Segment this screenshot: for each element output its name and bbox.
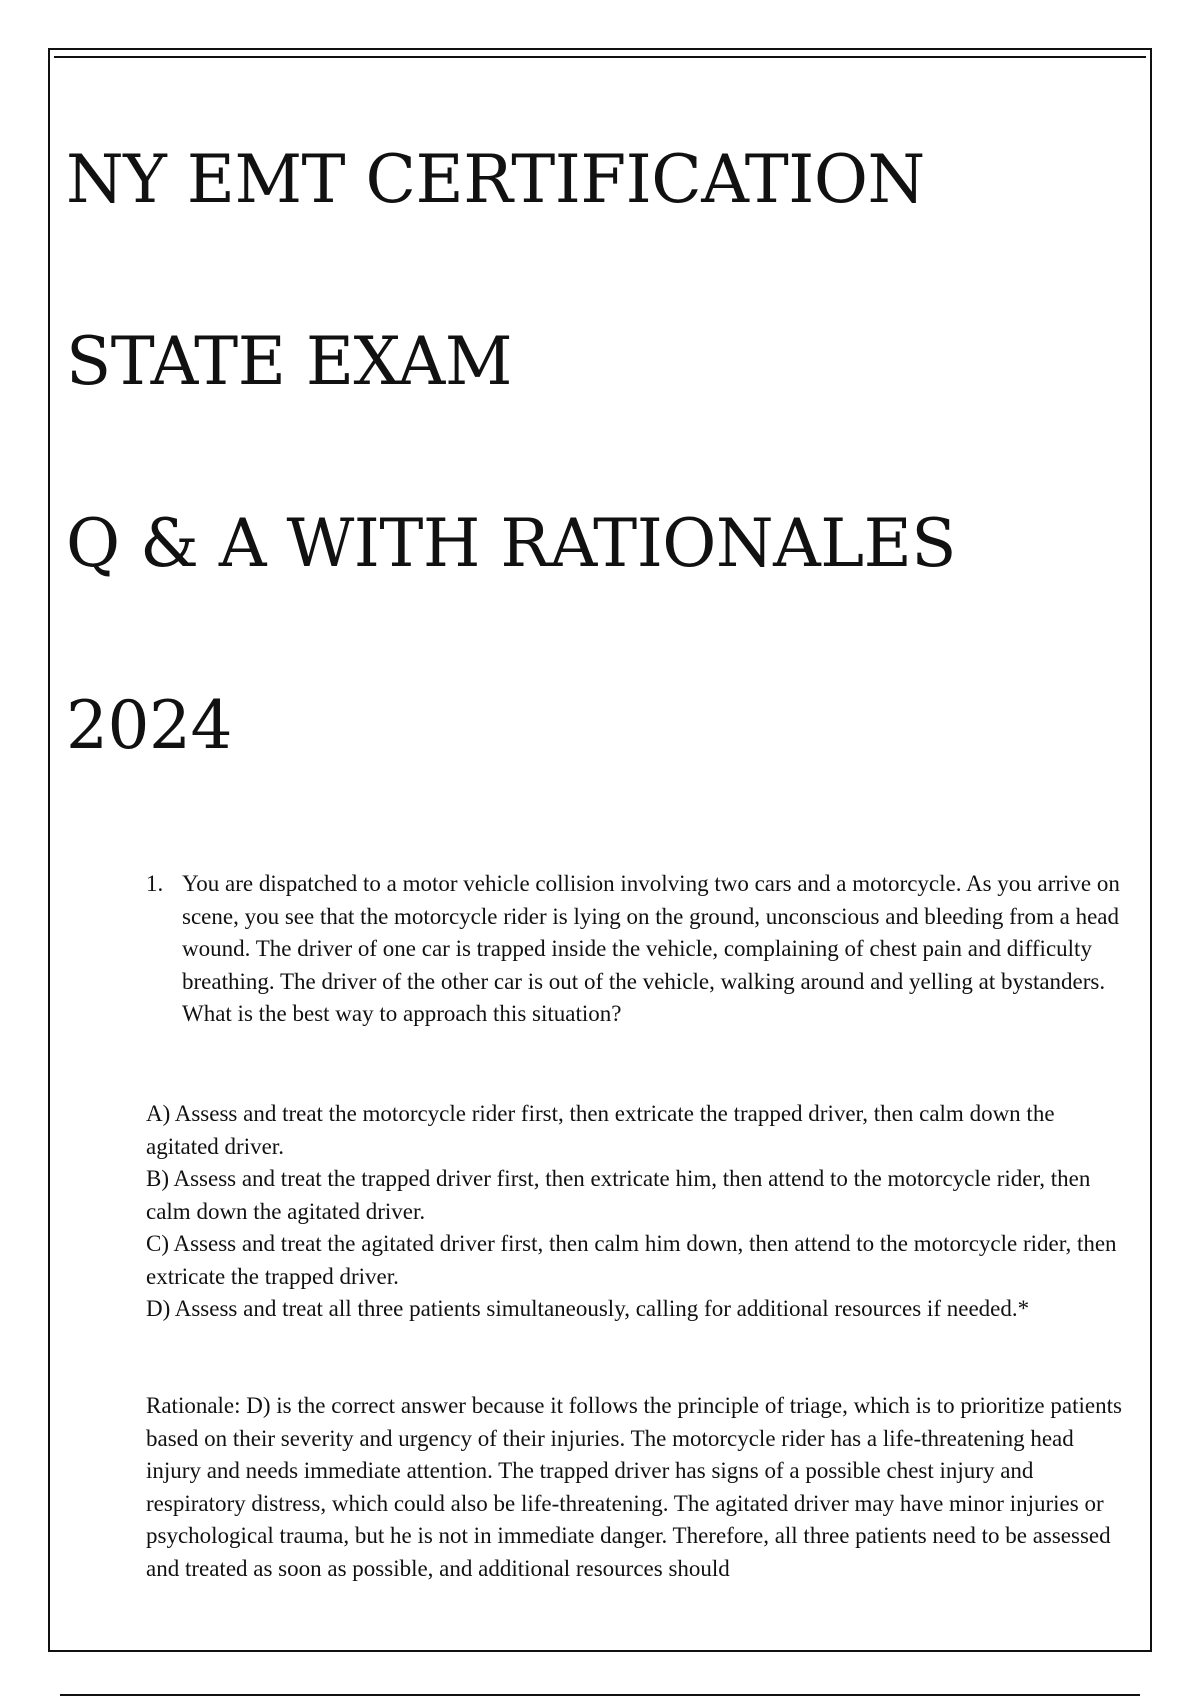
title-line-1: NY EMT CERTIFICATION: [66, 141, 925, 218]
answer-options: [146, 1098, 1126, 1326]
option-b: B) Assess and treat the trapped driver first, then extricate him, then attend to the motorcycle rider, then calm down the agitated driver.: [146, 1166, 1091, 1224]
question-number: 1.: [146, 871, 164, 896]
page-border-inner-top: [54, 56, 1146, 58]
option-d: D) Assess and treat all three patients simultaneously, calling for additional resources if needed.*: [146, 1296, 1030, 1321]
option-c: C) Assess and treat the agitated driver first, then calm him down, then attend to the motorcycle rider, then extricate the trapped driver.: [146, 1231, 1117, 1289]
bottom-rule: [60, 1694, 1140, 1696]
rationale-text: Rationale: D) is the correct answer because it follows the principle of triage, which is to prioritize patients based on their severity and urgency of their injuries. The motorcycle rider has a life-threatening head injury and needs immediate attention. The trapped driver has signs of a possible chest injury and respiratory distress, which could also be life-threatening. The agitated driver may have minor injuries or psychological trauma, but he is not in immediate danger. Therefore, all three patients need to be assessed and treated as soon as possible, and additional resources should: [146, 1393, 1122, 1581]
question-text: You are dispatched to a motor vehicle collision involving two cars and a motorcycle. As you arrive on scene, you see that the motorcycle rider is lying on the ground, unconscious and bleeding from a head wound. The driver of one car is trapped inside the vehicle, complaining of chest pain and difficulty breathing. The driver of the other car is out of the vehicle, walking around and yelling at bystanders. What is the best way to approach this situation?: [182, 871, 1120, 1026]
title-line-3: Q & A WITH RATIONALES: [66, 505, 957, 582]
option-a: A) Assess and treat the motorcycle rider first, then extricate the trapped driver, then calm down the agitated driver.: [146, 1101, 1055, 1159]
title-line-2: STATE EXAM: [66, 323, 512, 400]
title-line-4: 2024: [66, 687, 232, 764]
question-block: [146, 868, 1126, 1031]
